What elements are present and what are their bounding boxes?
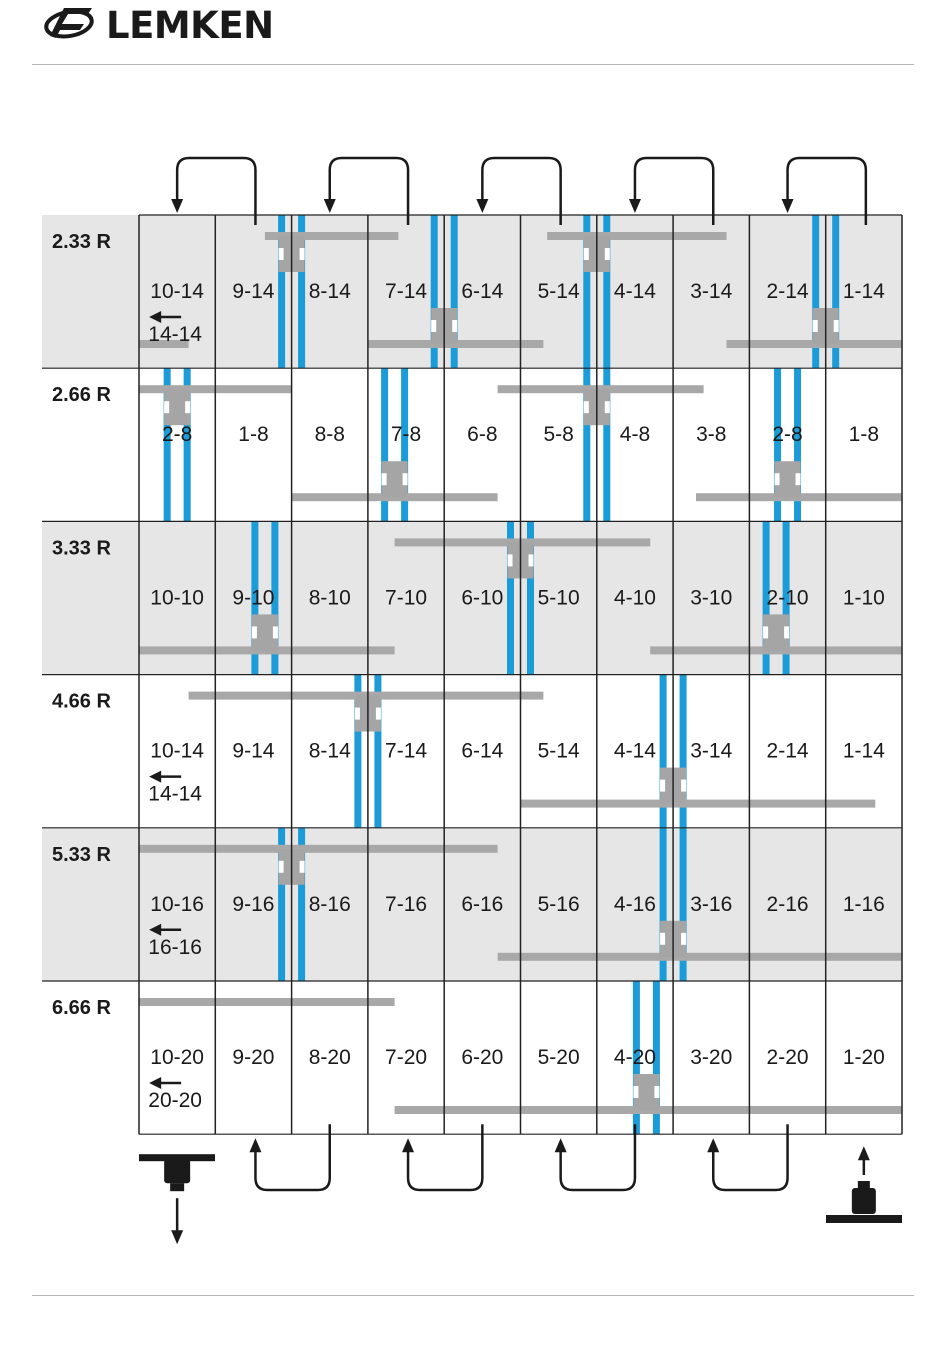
tractor-notch (681, 933, 686, 945)
cell-label: 1-8 (238, 423, 269, 447)
cell-label: 8-20 (308, 1046, 351, 1069)
sprayer-boom (521, 800, 876, 808)
cell-label: 3-10 (690, 586, 733, 610)
cell-label: 5-8 (543, 423, 574, 447)
row-label: 6.66 R (52, 997, 111, 1019)
cell-label: 10-20 (150, 1046, 205, 1069)
cell-label: 7-8 (390, 423, 422, 447)
tractor-notch (403, 473, 408, 485)
cell-label: 4-8 (619, 423, 651, 447)
cell-label: 9-14 (232, 280, 275, 303)
tractor-notch (252, 626, 257, 638)
cell-label: 10-14 (150, 280, 205, 303)
cell-label: 2-16 (766, 892, 809, 916)
down-arrow-icon (782, 199, 794, 213)
tractor-icon (382, 461, 408, 497)
cell-label: 7-10 (385, 586, 428, 610)
tractor-notch (185, 401, 190, 413)
cell-label: 3-14 (690, 280, 733, 303)
cell-label: 1-10 (842, 586, 885, 610)
tractor-notch (584, 401, 589, 413)
cell-label: 9-10 (232, 586, 275, 610)
cell-label: 9-20 (232, 1046, 275, 1069)
cell-label: 1-16 (842, 892, 885, 916)
cell-label: 4-14 (613, 739, 656, 763)
tractor-notch (355, 708, 360, 720)
cell-label: 2-10 (766, 586, 809, 610)
cell-label: 5-20 (537, 1046, 580, 1069)
cell-label: 4-10 (613, 586, 656, 610)
cell-label: 9-16 (232, 892, 275, 916)
row-label: 5.33 R (52, 843, 111, 866)
tractor-notch (775, 473, 780, 485)
cell-label-extra: 14-14 (148, 782, 203, 806)
tractor-notch (796, 473, 801, 485)
tractor-notch (300, 861, 305, 873)
tractor-notch (834, 320, 839, 332)
cell-label: 4-14 (613, 280, 656, 303)
cell-label: 4-20 (613, 1046, 656, 1069)
up-arrow-icon (707, 1138, 719, 1152)
tractor-notch (660, 933, 665, 945)
tractor-notch (382, 473, 387, 485)
tractor-exit-icon (139, 1154, 215, 1191)
tractor-hitch (858, 1181, 870, 1189)
tractor-icon (775, 461, 801, 497)
cell-label: 7-14 (385, 280, 428, 303)
sprayer-boom (547, 232, 726, 240)
tractor-notch (763, 626, 768, 638)
cell-label: 2-8 (161, 423, 193, 447)
tractor-cab (164, 1159, 190, 1183)
cell-label: 4-16 (613, 892, 656, 916)
down-arrow-icon (476, 199, 488, 213)
cell-label: 8-16 (308, 892, 351, 916)
tractor-notch (784, 626, 789, 638)
tractor-notch (584, 248, 589, 260)
up-arrow-icon (402, 1138, 414, 1152)
cell-label: 3-8 (696, 423, 727, 447)
cell-label: 6-10 (461, 586, 504, 610)
sprayer-boom (139, 998, 395, 1006)
tractor-bar (826, 1215, 902, 1223)
sprayer-boom (498, 953, 902, 961)
tractor-notch (605, 401, 610, 413)
tractor-notch (300, 248, 305, 260)
tractor-entry-icon (826, 1181, 902, 1223)
cell-label: 7-14 (385, 739, 428, 763)
up-arrow-icon (249, 1138, 261, 1152)
tractor-notch (508, 554, 513, 566)
tractor-notch (605, 248, 610, 260)
cell-label-extra: 14-14 (148, 323, 203, 346)
tractor-icon (763, 614, 789, 650)
tractor-icon (164, 389, 190, 425)
cell-label-extra: 20-20 (148, 1089, 203, 1112)
cell-label: 1-20 (842, 1046, 885, 1069)
cell-label: 2-14 (766, 280, 809, 303)
down-arrow-icon (171, 1230, 183, 1244)
tractor-icon (252, 614, 278, 650)
up-arrow-icon (555, 1138, 567, 1152)
cell-label: 1-14 (842, 739, 885, 763)
row-label: 2.66 R (52, 384, 111, 407)
row-label: 2.33 R (52, 231, 111, 253)
up-arrow-icon (858, 1146, 870, 1160)
cell-label: 5-14 (537, 280, 580, 303)
cell-label: 3-20 (690, 1046, 733, 1069)
cell-label: 6-14 (461, 280, 504, 303)
cell-label: 7-16 (385, 892, 428, 916)
cell-label: 6-14 (461, 739, 504, 763)
cell-label: 9-14 (232, 739, 275, 763)
row-label: 4.66 R (52, 690, 111, 713)
tractor-notch (633, 1086, 638, 1098)
tractor-notch (376, 708, 381, 720)
tractor-icon (633, 1074, 659, 1110)
cell-label: 1-14 (842, 280, 885, 303)
cell-label: 5-16 (537, 892, 580, 916)
cell-label: 6-20 (461, 1046, 504, 1069)
tractor-notch (164, 401, 169, 413)
cell-label-extra: 16-16 (148, 935, 203, 959)
tractor-notch (273, 626, 278, 638)
cell-label: 6-16 (461, 892, 504, 916)
row-label: 3.33 R (52, 537, 111, 560)
tractor-notch (452, 320, 457, 332)
down-arrow-icon (324, 199, 336, 213)
cell-label: 1-8 (848, 423, 880, 447)
tractor-notch (813, 320, 818, 332)
cell-label: 3-16 (690, 892, 733, 916)
cell-label: 2-20 (766, 1046, 809, 1069)
cell-label: 2-14 (766, 739, 809, 763)
cell-label: 3-14 (690, 739, 733, 763)
tractor-hitch (170, 1183, 184, 1191)
cell-label: 10-10 (150, 586, 205, 610)
tractor-notch (681, 780, 686, 792)
brand-name: LEMKEN (106, 3, 274, 47)
tractor-notch (279, 861, 284, 873)
cell-label: 8-14 (308, 280, 351, 303)
cell-label: 8-14 (308, 739, 351, 763)
tractor-notch (660, 780, 665, 792)
tractor-notch (279, 248, 284, 260)
cell-label: 8-10 (308, 586, 351, 610)
cell-label: 5-10 (537, 586, 580, 610)
cell-label: 2-8 (772, 423, 803, 447)
tractor-cab (852, 1188, 876, 1214)
tractor-notch (529, 554, 534, 566)
tractor-notch (431, 320, 436, 332)
tractor-notch (654, 1086, 659, 1098)
cell-label: 7-20 (385, 1046, 428, 1069)
cell-label: 8-8 (314, 423, 345, 447)
cell-label: 6-8 (467, 423, 498, 447)
cell-label: 10-14 (150, 739, 205, 763)
cell-label: 5-14 (537, 739, 580, 763)
down-arrow-icon (171, 199, 183, 213)
cell-label: 10-16 (150, 892, 205, 916)
down-arrow-icon (629, 199, 641, 213)
